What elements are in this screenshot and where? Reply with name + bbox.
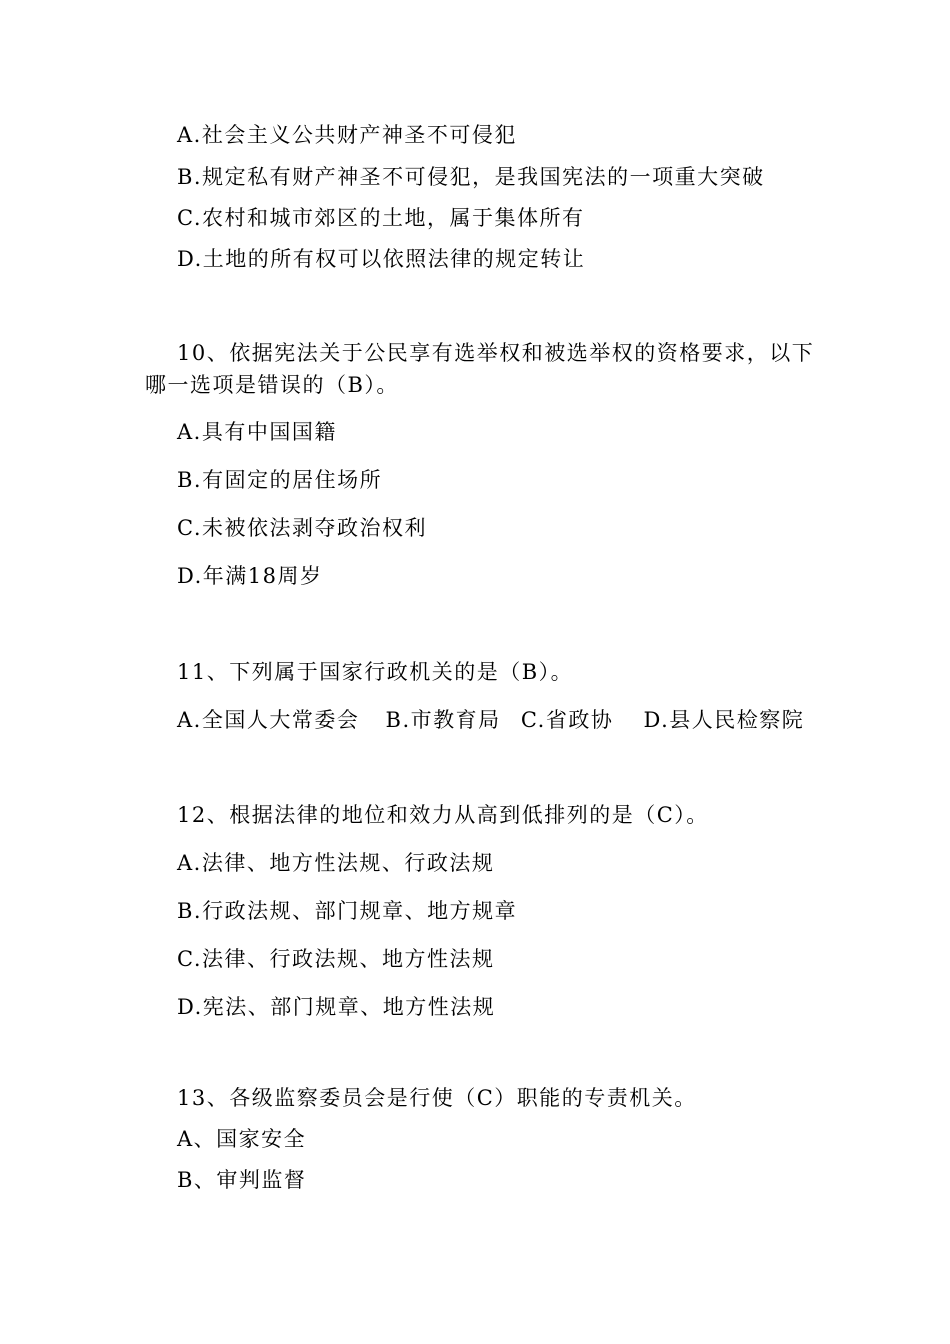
- q10-option-b: B.有固定的居住场所: [177, 468, 383, 492]
- q13-option-a: A、国家安全: [177, 1127, 307, 1151]
- q10-stem-line2: 哪一选项是错误的（B）。: [145, 373, 399, 397]
- q11-option-d: D.县人民检察院: [643, 708, 805, 732]
- q9-option-c: C.农村和城市郊区的土地，属于集体所有: [177, 206, 585, 230]
- q11-stem: 11、下列属于国家行政机关的是（B）。: [177, 660, 574, 684]
- q9-option-b: B.规定私有财产神圣不可侵犯，是我国宪法的一项重大突破: [177, 165, 765, 189]
- q10-option-d: D.年满18周岁: [177, 564, 323, 588]
- q9-option-a: A.社会主义公共财产神圣不可侵犯: [177, 123, 517, 147]
- q11-options-row: [177, 705, 804, 735]
- q13-stem: 13、各级监察委员会是行使（C）职能的专责机关。: [177, 1086, 697, 1110]
- q9-option-d: D.土地的所有权可以依照法律的规定转让: [177, 247, 586, 271]
- q12-option-a: A.法律、地方性法规、行政法规: [177, 851, 495, 875]
- q11-option-a: A.全国人大常委会: [177, 708, 360, 732]
- q11-option-c: C.省政协: [520, 708, 614, 732]
- q10-stem-line1: 10、依据宪法关于公民享有选举权和被选举权的资格要求，以下: [177, 341, 815, 365]
- q13-option-b: B、审判监督: [177, 1168, 307, 1192]
- q10-option-a: A.具有中国国籍: [177, 420, 337, 444]
- q11-option-b: B.市教育局: [385, 708, 501, 732]
- q12-option-b: B.行政法规、部门规章、地方规章: [177, 899, 518, 923]
- q10-option-c: C.未被依法剥夺政治权利: [177, 516, 427, 540]
- q12-stem: 12、根据法律的地位和效力从高到低排列的是（C）。: [177, 803, 709, 827]
- q12-option-c: C.法律、行政法规、地方性法规: [177, 947, 495, 971]
- q12-option-d: D.宪法、部门规章、地方性法规: [177, 995, 496, 1019]
